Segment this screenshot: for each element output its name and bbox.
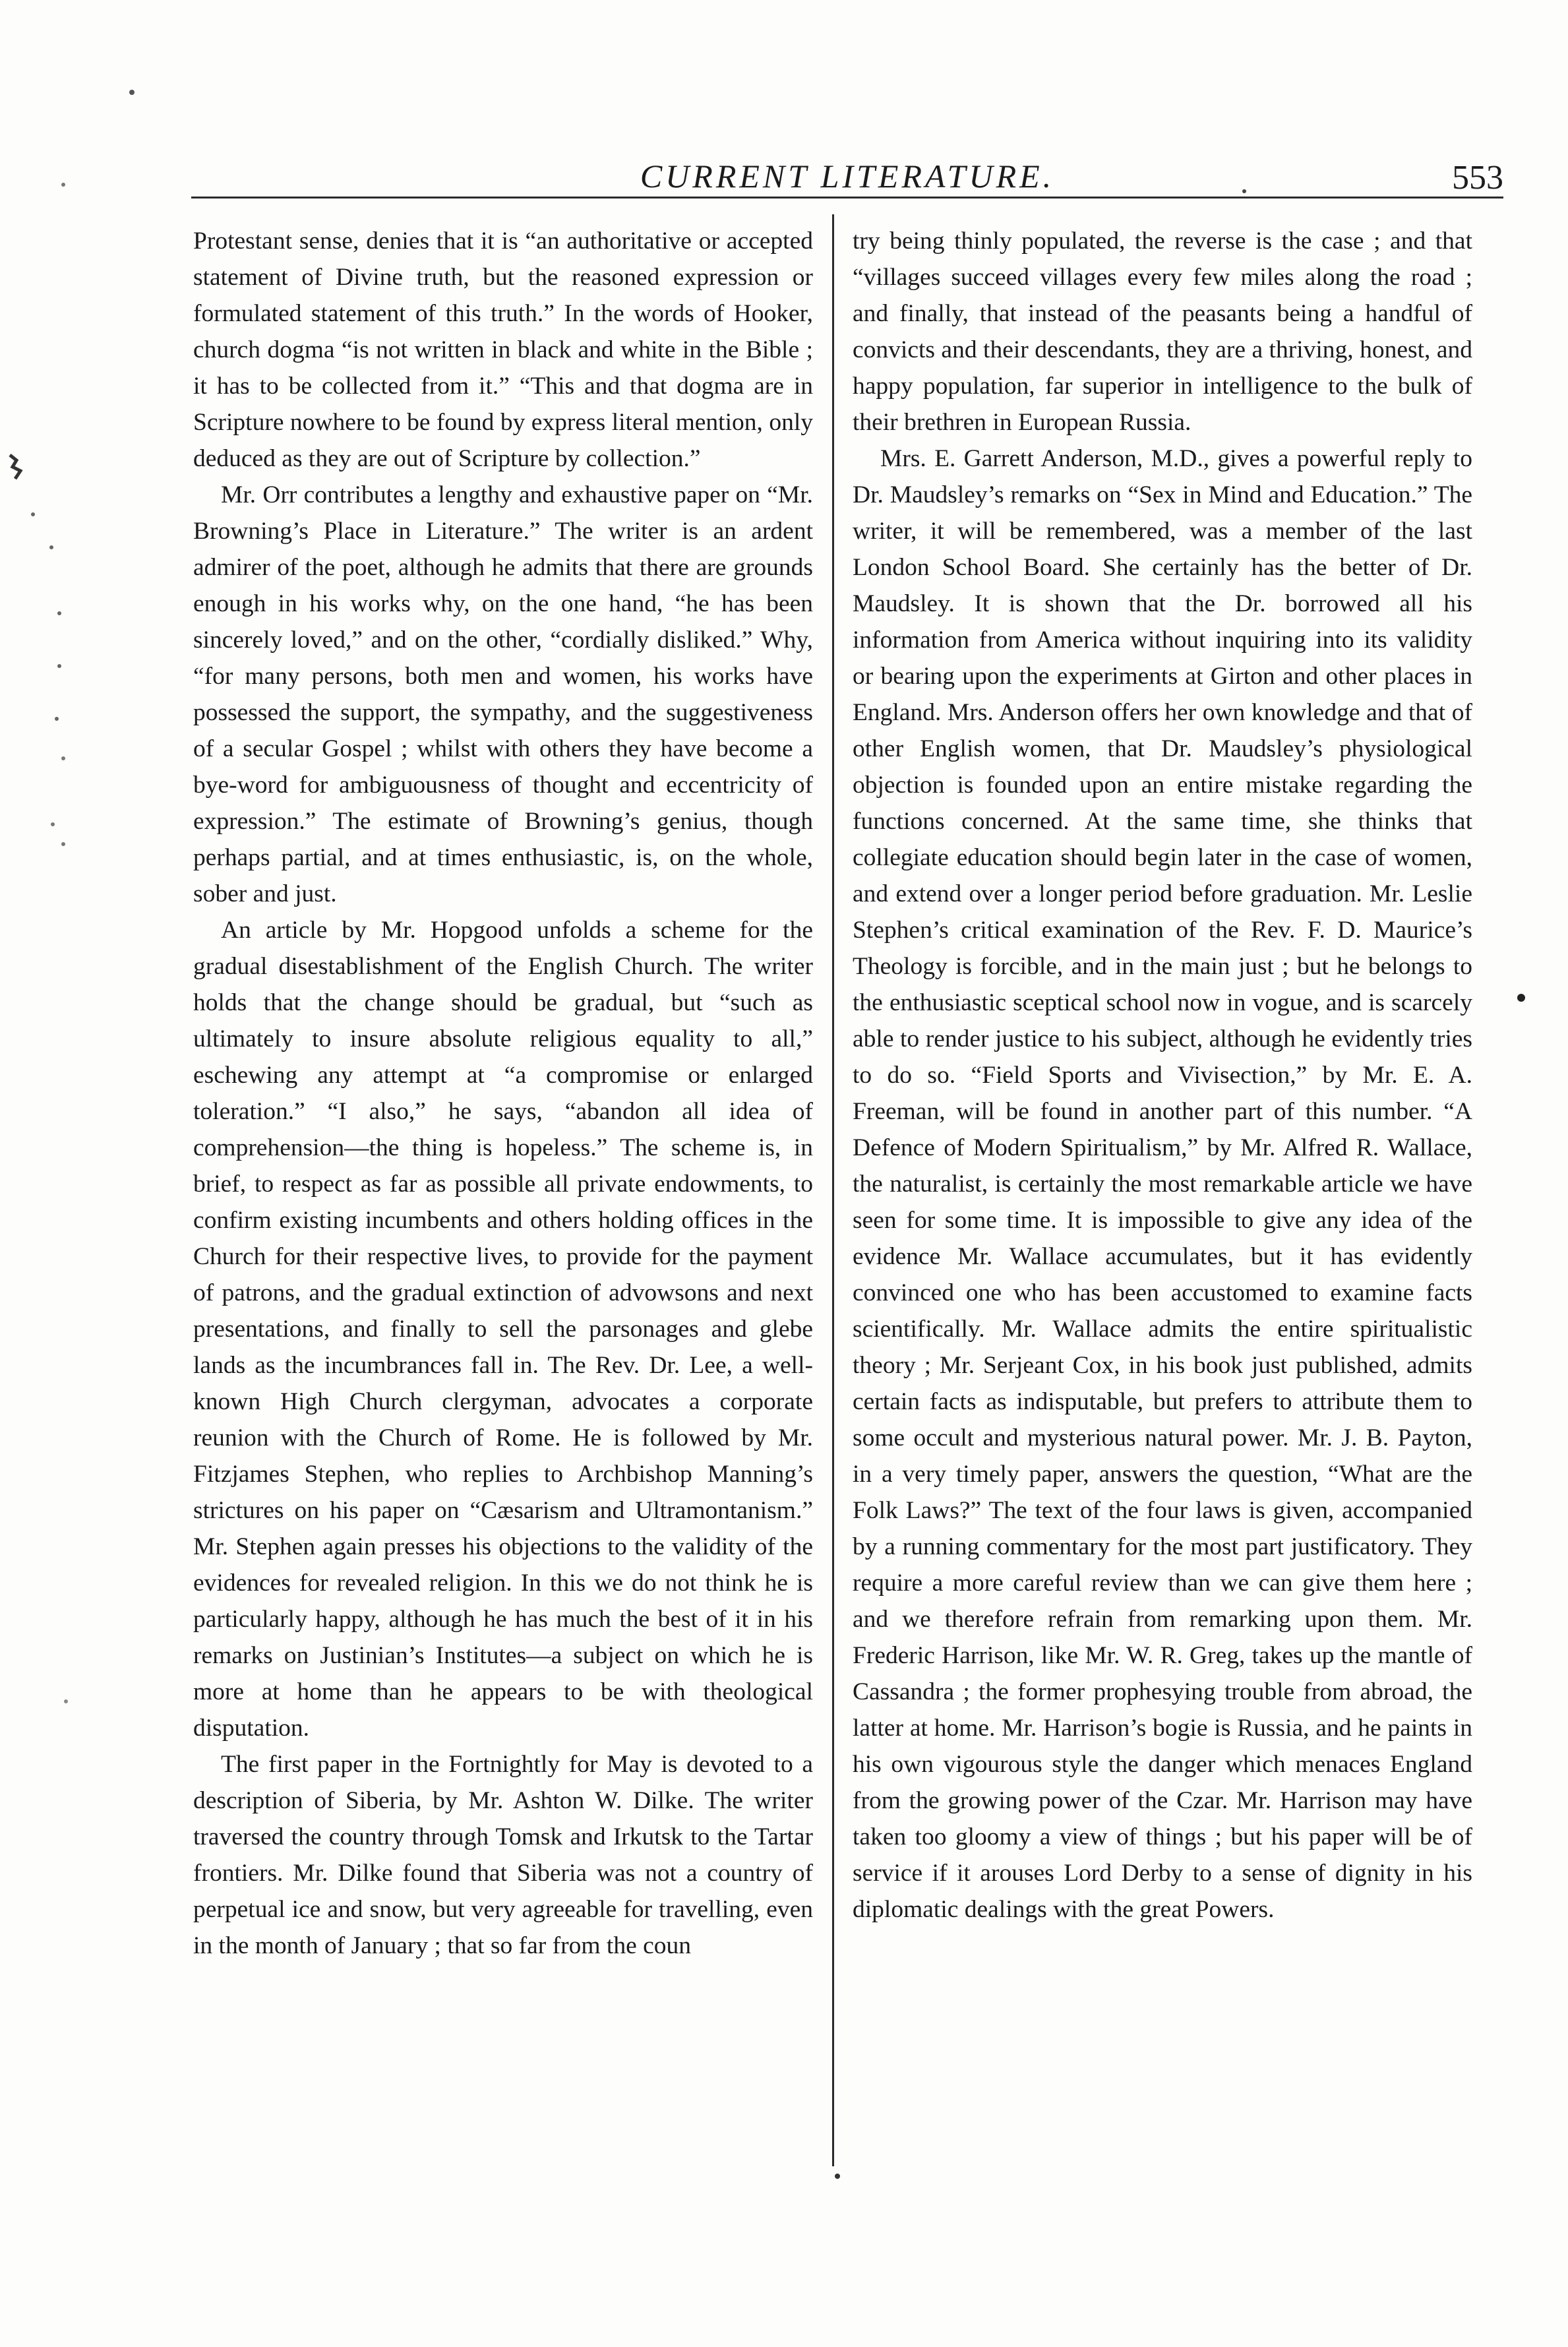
right-column xyxy=(853,223,1472,1928)
column-divider xyxy=(832,214,834,2166)
header-rule xyxy=(191,197,1503,198)
paragraph: try being thinly populated, the reverse is the case ; and that “villages succeed villages every few miles along the road ; and finally, that instead of the peasants being a handful of convicts and their descendants, they are a thriving, honest, and happy population, far superior in intelligence to the bulk of their brethren in European Russia. xyxy=(853,228,1472,436)
left-column xyxy=(193,223,813,1964)
paragraph: Mrs. E. Garrett Anderson, M.D., gives a powerful reply to Dr. Maudsley’s remarks on “Sex in Mind and Education.” The writer, it will be remembered, was a member of the last London School Board. She certainly has the better of Dr. Maudsley. It is shown that the Dr. borrowed all his information from America without inquiring into its validity or bearing upon the experiments at Girton and other places in England. Mrs. Anderson offers her own knowledge and that of other English women, that Dr. Maudsley’s physiological objection is founded upon an entire mistake regarding the functions concerned. At the same time, she thinks that collegiate education should begin later in the case of women, and extend over a longer period before graduation. Mr. Leslie Stephen’s critical examination of the Rev. F. D. Maurice’s Theology is forcible, and in the main just ; but he belongs to the enthusiastic sceptical school now in vogue, and is scarcely able to render justice to his subject, although he evidently tries to do so. “Field Sports and Vivisection,” by Mr. E. A. Freeman, will be found in another part of this number. “A Defence of Modern Spiritualism,” by Mr. Alfred R. Wallace, the naturalist, is certainly the most remarkable article we have seen for some time. It is impossible to give any idea of the evidence Mr. Wallace accumulates, but it has evidently convinced one who has been accustomed to examine facts scientifically. Mr. Wallace admits the entire spiritualistic theory ; Mr. Serjeant Cox, in his book just published, admits certain facts as indisputable, but prefers to attribute them to some occult and mysterious natural power. Mr. J. B. Payton, in a very timely paper, answers the question, “What are the Folk Laws?” The text of the four laws is given, accompanied by a running commentary for the most part justificatory. They require a more careful review than we can give them here ; and we therefore refrain from remarking upon them. Mr. Frederic Harrison, like Mr. W. R. Greg, takes up the mantle of Cassandra ; the former prophesying trouble from abroad, the latter at home. Mr. Harrison’s bogie is Russia, and he paints in his own vigourous style the danger which menaces England from the growing power of the Czar. Mr. Harrison may have taken too gloomy a view of things ; but his paper will be of service if it arouses Lord Derby to a sense of dignity in his diplomatic dealings with the great Powers. xyxy=(853,445,1472,1923)
paragraph: Protestant sense, denies that it is “an authoritative or accepted statement of Divine truth, but the reasoned expression or formulated statement of this truth.” In the words of Hooker, church dogma “is not written in black and white in the Bible ; it has to be collected from it.” “This and that dogma are in Scripture nowhere to be found by express literal mention, only deduced as they are out of Scripture by collection.” xyxy=(193,228,813,472)
paragraph: An article by Mr. Hopgood unfolds a scheme for the gradual disestablishment of the English Church. The writer holds that the change should be gradual, but “such as ultimately to insure absolute religious equality to all,” eschewing any attempt at “a compromise or enlarged toleration.” “I also,” he says, “abandon all idea of comprehension—the thing is hopeless.” The scheme is, in brief, to respect as far as possible all private endowments, to confirm existing incumbents and others holding offices in the Church for their respective lives, to provide for the payment of patrons, and the gradual extinction of advowsons and next presentations, and finally to sell the parsonages and glebe lands as the incumbrances fall in. The Rev. Dr. Lee, a well-known High Church clergyman, advocates a corporate reunion with the Church of Rome. He is followed by Mr. Fitzjames Stephen, who replies to Archbishop Manning’s strictures on his paper on “Cæsarism and Ultramontanism.” Mr. Stephen again presses his objections to the validity of the evidences for revealed religion. In this we do not think he is particularly happy, although he has much the best of it in his remarks on Justinian’s Institutes—a subject on which he is more at home than he appears to be with theological disputation. xyxy=(193,917,813,1742)
running-title: CURRENT LITERATURE. xyxy=(640,158,1055,195)
paragraph: The first paper in the Fortnightly for May is devoted to a description of Siberia, by Mr. Ashton W. Dilke. The writer traversed the country through Tomsk and Irkutsk to the Tartar frontiers. Mr. Dilke found that Siberia was not a country of perpetual ice and snow, but very agreeable for travelling, even in the month of January ; that so far from the coun xyxy=(193,1751,813,1959)
paragraph: Mr. Orr contributes a lengthy and exhaustive paper on “Mr. Browning’s Place in Literature.” The writer is an ardent admirer of the poet, although he admits that there are grounds enough in his works why, on the one hand, “he has been sincerely loved,” and on the other, “cordially disliked.” Why, “for many persons, both men and women, his works have possessed the support, the sympathy, and the suggestiveness of a secular Gospel ; whilst with others they have become a bye-word for ambiguousness of thought and eccentricity of expression.” The estimate of Browning’s genius, though perhaps partial, and at times enthusiastic, is, on the whole, sober and just. xyxy=(193,481,813,907)
page-number: 553 xyxy=(1452,159,1503,197)
